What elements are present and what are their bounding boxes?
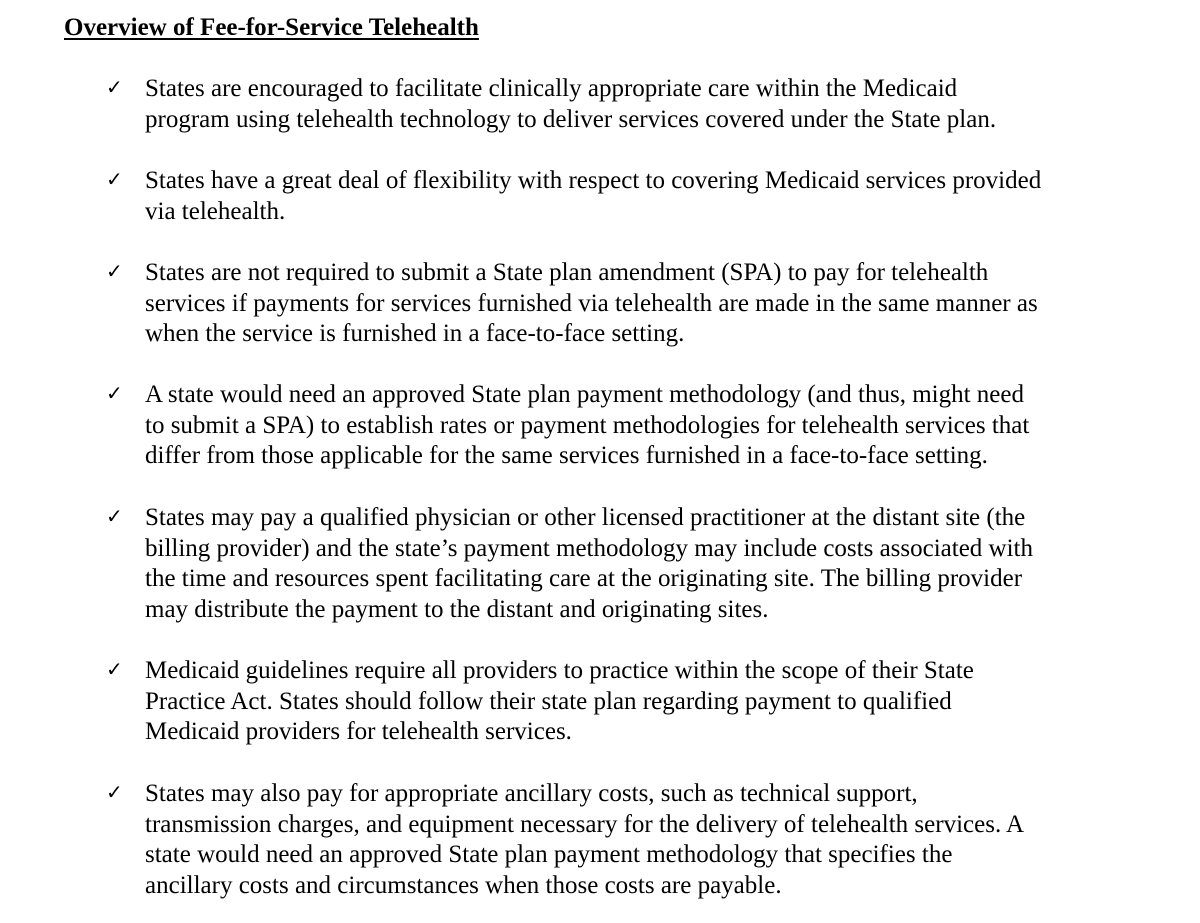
bullet-text [145, 166, 1145, 227]
text-line: when the service is furnished in a face-to-face setting. [145, 320, 685, 347]
text-line: States are encouraged to facilitate clinically appropriate care within the Medicaid [145, 75, 958, 102]
text-line: billing provider) and the state’s payment methodology may include costs associated with [145, 534, 1034, 562]
text-line: may distribute the payment to the distant and originating sites. [145, 595, 769, 623]
text-line: States may pay a qualified physician or other licensed practitioner at the distant site (the [145, 504, 1026, 531]
checkmark-icon: ✓ [106, 75, 123, 99]
text-line: States have a great deal of flexibility with respect to covering Medicaid services provided [145, 167, 1042, 194]
checkmark-icon: ✓ [106, 657, 123, 681]
bullet-text [145, 656, 1145, 748]
bullet-text [145, 74, 1145, 135]
bullet-text [145, 503, 1145, 625]
text-line: A state would need an approved State plan payment methodology (and thus, might need [145, 381, 1024, 408]
text-line: state would need an approved State plan payment methodology that specifies the [145, 841, 953, 868]
checkmark-icon: ✓ [106, 780, 123, 804]
bullet-text [145, 779, 1145, 901]
text-line: differ from those applicable for the same services furnished in a face-to-face setting. [145, 442, 988, 469]
text-line: Practice Act. States should follow their state plan regarding payment to qualified [145, 687, 952, 715]
text-line: services if payments for services furnished via telehealth are made in the same manner as [145, 289, 1038, 317]
text-line: transmission charges, and equipment necessary for the delivery of telehealth services. A [145, 810, 1025, 838]
text-line: to submit a SPA) to establish rates or payment methodologies for telehealth services that [145, 411, 1030, 439]
text-line: ancillary costs and circumstances when those costs are payable. [145, 871, 782, 899]
text-line: the time and resources spent facilitating care at the originating site. The billing provider [145, 565, 1023, 592]
bullet-text [145, 380, 1145, 472]
text-line: States may also pay for appropriate ancillary costs, such as technical support, [145, 780, 918, 807]
text-line: via telehealth. [145, 197, 286, 225]
text-line: States are not required to submit a State plan amendment (SPA) to pay for telehealth [145, 259, 989, 286]
checkmark-icon: ✓ [106, 381, 123, 405]
checkmark-icon: ✓ [106, 167, 123, 191]
text-line: Medicaid guidelines require all providers to practice within the scope of their State [145, 657, 974, 684]
bullet-text [145, 258, 1145, 350]
checkmark-icon: ✓ [106, 259, 123, 283]
checkmark-icon: ✓ [106, 504, 123, 528]
document-title: Overview of Fee-for-Service Telehealth [64, 14, 479, 41]
text-line: program using telehealth technology to deliver services covered under the State plan. [145, 105, 997, 133]
text-line: Medicaid providers for telehealth services. [145, 718, 572, 745]
